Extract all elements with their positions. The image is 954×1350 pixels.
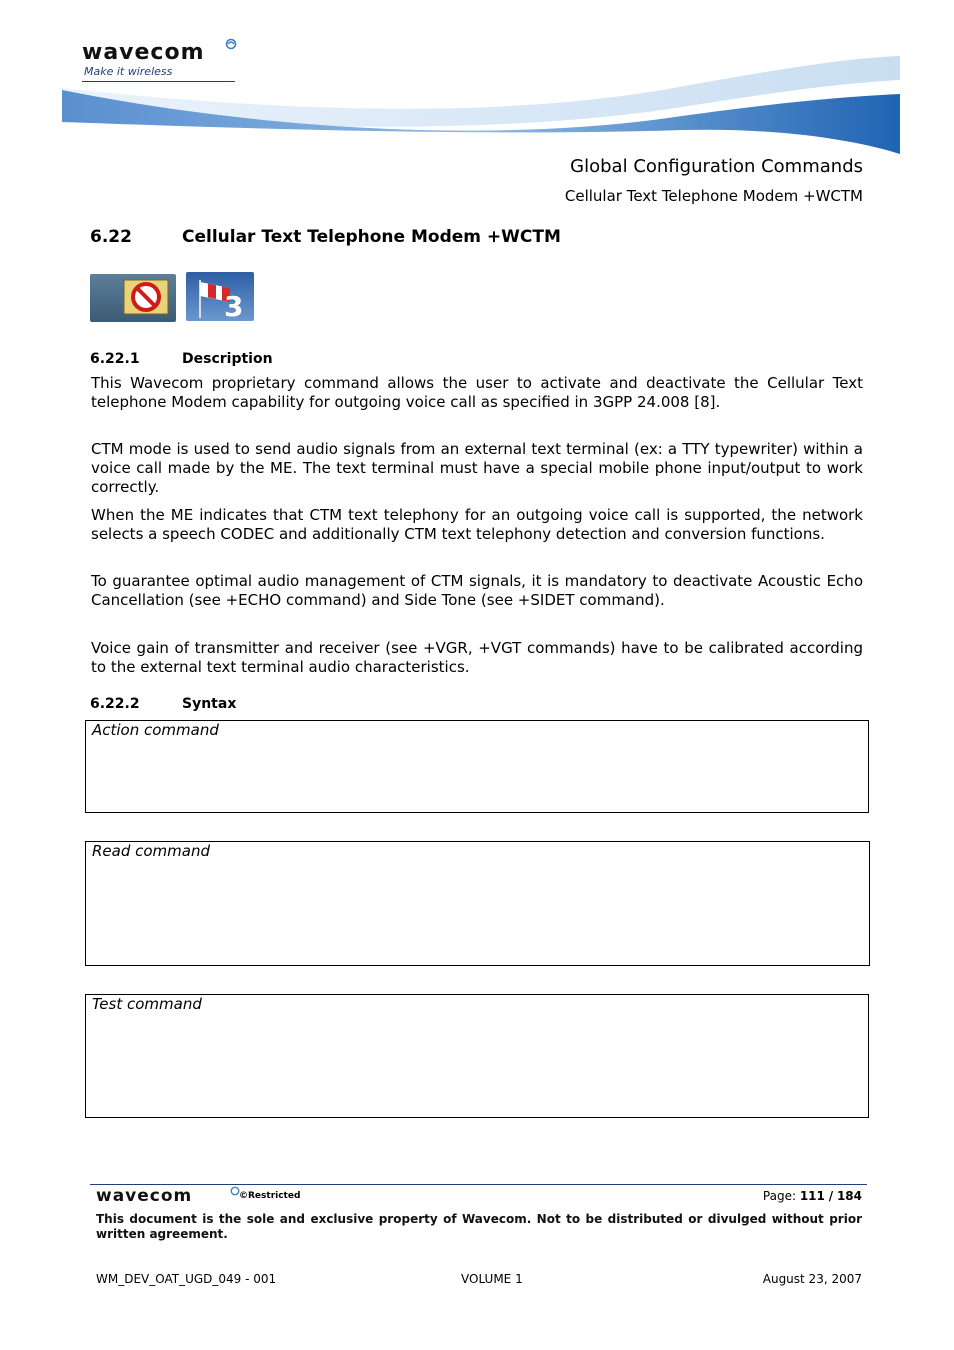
logo-wordmark: wavecom xyxy=(82,40,205,65)
page-separator: / xyxy=(828,1189,834,1203)
description-heading xyxy=(90,351,273,367)
syntax-heading xyxy=(90,696,236,712)
section-heading xyxy=(90,227,561,247)
section-title: Cellular Text Telephone Modem +WCTM xyxy=(182,227,561,247)
page-total: 184 xyxy=(836,1189,862,1203)
page-current: 111 xyxy=(799,1189,825,1203)
page-label: Page: xyxy=(762,1189,796,1203)
volume-label: VOLUME 1 xyxy=(461,1272,523,1286)
description-number: 6.22.1 xyxy=(90,351,140,367)
footer-rule xyxy=(90,1184,867,1185)
read-command-label: Read command xyxy=(92,842,211,860)
section-number: 6.22 xyxy=(90,227,132,247)
persistence-level-label: 3 xyxy=(224,290,244,323)
footer-logo-wordmark: wavecom xyxy=(96,1186,193,1206)
document-reference: WM_DEV_OAT_UGD_049 - 001 xyxy=(96,1272,277,1286)
action-command-label: Action command xyxy=(92,721,219,739)
section-subtitle: Cellular Text Telephone Modem +WCTM xyxy=(564,187,863,205)
action-command-box xyxy=(85,720,869,813)
description-paragraph-4: To guarantee optimal audio management of CTM signals, it is mandatory to deactivate Acoustic Echo Cancellation (see +ECHO command) and Side Tone (see +SIDET command). xyxy=(91,572,863,609)
description-paragraph-1: This Wavecom proprietary command allows the user to activate and deactivate the Cellular Text telephone Modem capability for outgoing voice call as specified in 3GPP 24.008 [8]. xyxy=(91,374,863,411)
syntax-number: 6.22.2 xyxy=(90,696,140,712)
restricted-label: ©Restricted xyxy=(239,1191,301,1201)
logo-tagline: Make it wireless xyxy=(84,65,173,78)
pin-not-required-icon xyxy=(90,274,176,322)
page-indicator xyxy=(763,1189,862,1203)
document-date: August 23, 2007 xyxy=(762,1272,862,1286)
header-wave-banner xyxy=(62,50,900,160)
footer-logo xyxy=(96,1186,301,1206)
logo-swirl-icon xyxy=(225,38,237,50)
syntax-title: Syntax xyxy=(182,696,237,712)
persistence-3-icon xyxy=(186,272,254,321)
description-paragraph-5: Voice gain of transmitter and receiver (see +VGR, +VGT commands) have to be calibrated according to the external text terminal audio characteristics. xyxy=(91,639,863,676)
description-title: Description xyxy=(182,351,273,367)
description-paragraph-3: When the ME indicates that CTM text telephony for an outgoing voice call is supported, the network selects a speech CODEC and additionally CTM text telephony detection and conversion functions. xyxy=(91,506,863,543)
test-command-box xyxy=(85,994,869,1118)
read-command-box xyxy=(85,841,870,966)
chapter-title: Global Configuration Commands xyxy=(570,156,863,177)
legal-notice: This document is the sole and exclusive property of Wavecom. Not to be distributed or divulged without prior written agreement. xyxy=(96,1212,862,1241)
description-paragraph-2: CTM mode is used to send audio signals from an external text terminal (ex: a TTY typewriter) within a voice call made by the ME. The text terminal must have a special mobile phone input/output to work correctly. xyxy=(91,440,863,496)
test-command-label: Test command xyxy=(92,995,202,1013)
